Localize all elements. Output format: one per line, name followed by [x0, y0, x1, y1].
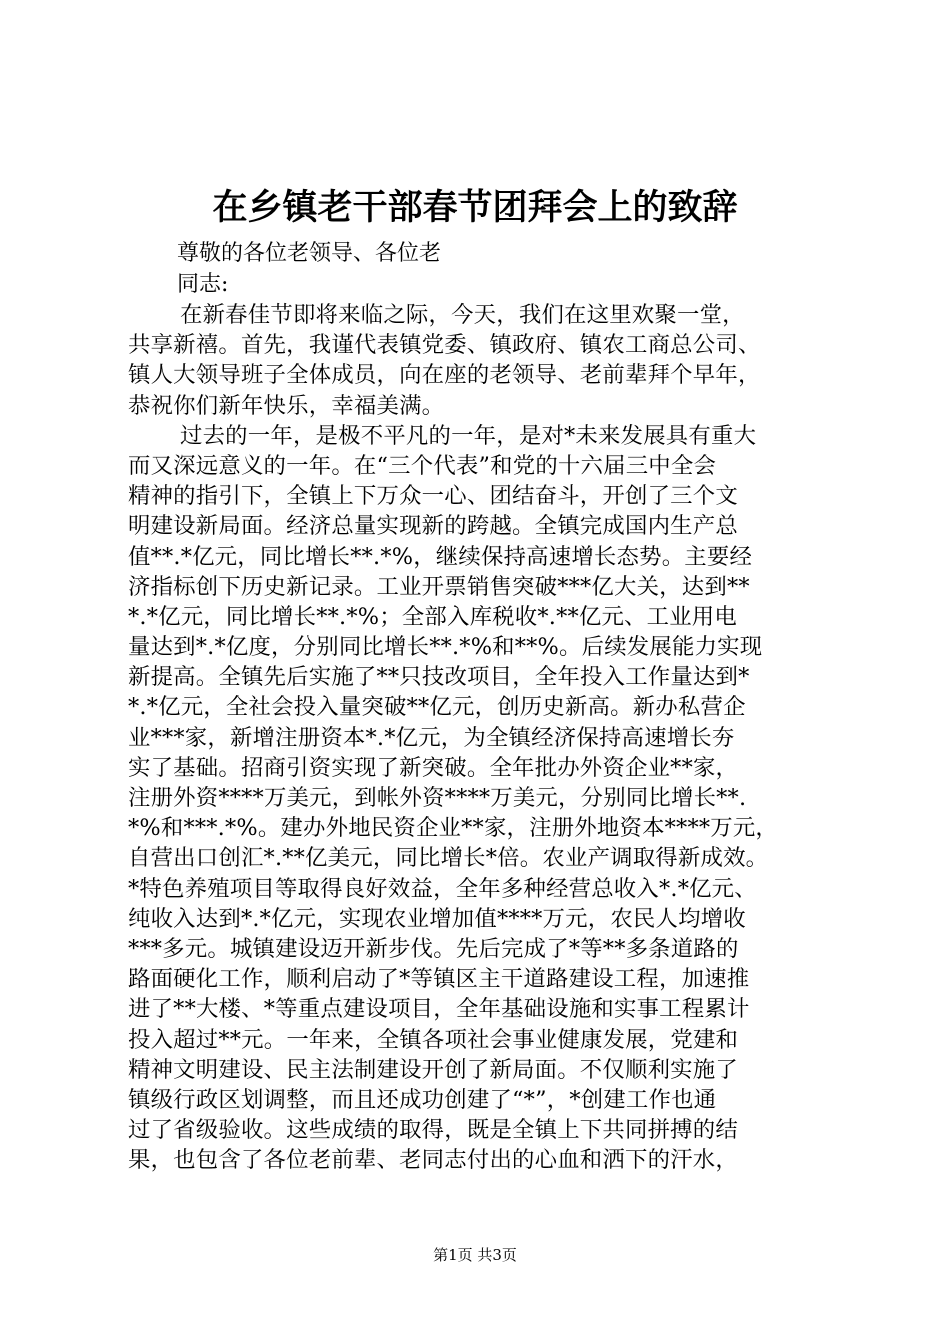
text-line: ***多元。城镇建设迈开新步伐。先后完成了*等**多条道路的	[128, 935, 739, 962]
salutation-line: 同志:	[177, 272, 229, 297]
text-line: *.*亿元，同比增长**.*%；全部入库税收*.**亿元、工业用电	[128, 603, 737, 630]
text-line: *.*亿元，全社会投入量突破**亿元，创历史新高。新办私营企	[128, 694, 746, 721]
text-line: 自营出口创汇*.**亿美元，同比增长*倍。农业产调取得新成效。	[128, 845, 769, 872]
page-footer: 第1页 共3页	[433, 1246, 517, 1264]
text-line: 实了基础。招商引资实现了新突破。全年批办外资企业**家，	[128, 754, 739, 781]
text-line: 过去的一年，是极不平凡的一年，是对*未来发展具有重大	[180, 422, 757, 449]
text-line: 而又深远意义的一年。在“三个代表”和党的十六届三中全会	[128, 452, 717, 479]
text-line: 共享新禧。首先，我谨代表镇党委、镇政府、镇农工商总公司、	[128, 332, 761, 359]
body-text	[128, 300, 848, 1175]
text-line: 在新春佳节即将来临之际，今天，我们在这里欢聚一堂，	[180, 302, 745, 328]
text-line: 明建设新局面。经济总量实现新的跨越。全镇完成国内生产总	[128, 513, 738, 540]
text-line: 精神的指引下，全镇上下万众一心、团结奋斗，开创了三个文	[128, 483, 738, 510]
text-line: 果，也包含了各位老前辈、老同志付出的心血和洒下的汗水，	[128, 1147, 738, 1174]
text-line: 进了**大楼、*等重点建设项目，全年基础设施和实事工程累计	[128, 996, 750, 1023]
text-line: 注册外资****万美元，到帐外资****万美元，分别同比增长**.	[128, 785, 747, 811]
text-line: *特色养殖项目等取得良好效益，全年多种经营总收入*.*亿元、	[128, 875, 757, 902]
text-line: 量达到*.*亿度，分别同比增长**.*%和**%。后续发展能力实现	[128, 634, 763, 661]
text-line: *%和***.*%。建办外地民资企业**家，注册外地资本****万元，	[128, 815, 779, 842]
text-line: 业***家，新增注册资本*.*亿元，为全镇经济保持高速增长夯	[128, 724, 735, 751]
text-line: 精神文明建设、民主法制建设开创了新局面。不仅顺利实施了	[128, 1056, 738, 1083]
text-line: 路面硬化工作，顺利启动了*等镇区主干道路建设工程，加速推	[128, 966, 750, 993]
salutation-line: 尊敬的各位老领导、各位老	[177, 241, 442, 266]
text-line: 济指标创下历史新记录。工业开票销售突破***亿大关，达到**	[128, 573, 750, 600]
text-line: 值**.*亿元，同比增长**.*%，继续保持高速增长态势。主要经	[128, 543, 753, 570]
page-title: 在乡镇老干部春节团拜会上的致辞	[212, 187, 738, 228]
text-line: 恭祝你们新年快乐，幸福美满。	[128, 392, 445, 419]
text-line: 镇级行政区划调整，而且还成功创建了“*”，*创建工作也通	[128, 1086, 717, 1113]
text-line: 纯收入达到*.*亿元，实现农业增加值****万元，农民人均增收	[128, 905, 746, 932]
text-line: 镇人大领导班子全体成员，向在座的老领导、老前辈拜个早年，	[128, 362, 761, 389]
text-line: 投入超过**元。一年来，全镇各项社会事业健康发展，党建和	[128, 1026, 739, 1053]
text-line: 新提高。全镇先后实施了**只技改项目，全年投入工作量达到*	[128, 664, 750, 691]
text-line: 过了省级验收。这些成绩的取得，既是全镇上下共同拼搏的结	[128, 1117, 738, 1144]
